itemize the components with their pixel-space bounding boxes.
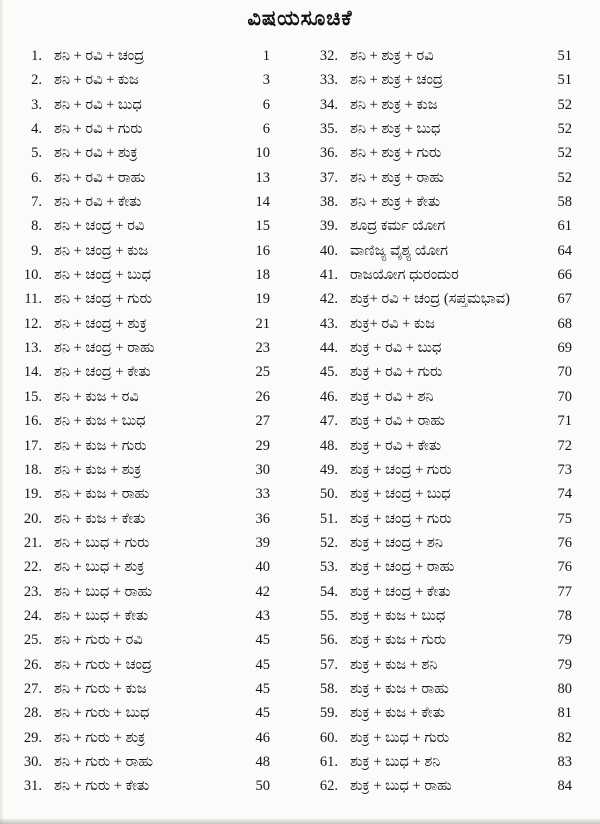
entry-number: 8. <box>31 218 42 235</box>
entry-label: ಶನಿ + ಗುರು + ಕುಜ <box>54 680 147 697</box>
entry-page: 77 <box>557 583 572 600</box>
entry-label: ಶನಿ + ಗುರು + ಚಂದ್ರ <box>54 656 152 673</box>
toc-row <box>306 360 572 384</box>
entry-number: 25. <box>23 632 42 649</box>
entry-label: ಶನಿ + ಗುರು + ಬುಧ <box>54 705 150 722</box>
entry-number: 33. <box>319 72 338 89</box>
entry-label: ಶನಿ + ಶುಕ್ರ + ರವಿ <box>350 48 434 64</box>
toc-row <box>306 336 572 360</box>
entry-label: ಶುಕ್ರ+ ರವಿ + ಕುಜ <box>350 315 435 332</box>
toc-row <box>10 409 270 433</box>
toc-row <box>10 141 270 165</box>
entry-page: 64 <box>557 242 572 259</box>
entry-number: 17. <box>23 437 42 454</box>
entry-label: ಶುಕ್ರ + ಕುಜ + ಶನಿ <box>350 656 438 673</box>
entry-page: 52 <box>557 121 572 138</box>
entry-label: ಶುಕ್ರ + ರವಿ + ರಾಹು <box>350 413 446 430</box>
entry-label: ಶುಕ್ರ + ರವಿ + ಗುರು <box>350 364 443 381</box>
entry-number: 53. <box>319 559 338 576</box>
entry-number: 50. <box>319 486 338 503</box>
toc-row <box>306 409 572 433</box>
entry-label: ಶುಕ್ರ + ಬುಧ + ರಾಹು <box>350 778 452 795</box>
entry-page: 42 <box>255 583 270 600</box>
entry-number: 28. <box>23 705 42 722</box>
entry-number: 55. <box>319 607 338 624</box>
entry-label: ರಾಜಯೋಗ ಧುರಂದುರ <box>350 267 459 284</box>
entry-label: ಶನಿ + ಚಂದ್ರ + ಶುಕ್ರ <box>54 315 147 332</box>
toc-row <box>10 44 270 68</box>
entry-number: 19. <box>23 486 42 503</box>
page-title: ವಿಷಯಸೂಚಿಕೆ <box>247 6 353 30</box>
entry-page: 45 <box>255 705 270 722</box>
entry-number: 40. <box>319 242 338 259</box>
entry-number: 61. <box>319 753 338 770</box>
entry-label: ಶನಿ + ಚಂದ್ರ + ಬುಧ <box>54 267 151 284</box>
entry-page: 1 <box>262 48 270 64</box>
entry-page: 19 <box>255 291 270 308</box>
entry-number: 43. <box>319 315 338 332</box>
entry-page: 36 <box>255 510 270 527</box>
entry-page: 45 <box>255 680 270 697</box>
entry-number: 49. <box>319 461 338 478</box>
toc-row <box>10 531 270 555</box>
entry-page: 81 <box>557 705 572 722</box>
entry-page: 67 <box>557 291 572 308</box>
entry-page: 76 <box>557 534 572 551</box>
entry-label: ಶುಕ್ರ + ಕುಜ + ರಾಹು <box>350 680 449 697</box>
entry-page: 76 <box>557 559 572 576</box>
entry-label: ಶನಿ + ರವಿ + ಬುಧ <box>54 96 142 113</box>
entry-number: 30. <box>23 753 42 770</box>
entry-label: ಶನಿ + ರವಿ + ಗುರು <box>54 121 143 138</box>
entry-label: ಶನಿ + ಶುಕ್ರ + ಕುಜ <box>350 96 438 113</box>
toc-row <box>10 701 270 725</box>
entry-number: 3. <box>31 96 42 113</box>
toc-row <box>10 385 270 409</box>
entry-label: ಶನಿ + ಶುಕ್ರ + ರಾಹು <box>350 169 445 186</box>
entry-label: ಶನಿ + ಗುರು + ಕೇತು <box>54 778 150 795</box>
entry-page: 10 <box>255 145 270 162</box>
toc-row <box>10 604 270 628</box>
toc-row <box>10 482 270 506</box>
entry-number: 31. <box>23 778 42 795</box>
toc-row <box>10 628 270 652</box>
entry-label: ಶುಕ್ರ + ಚಂದ್ರ + ಗುರು <box>350 510 452 527</box>
entry-page: 3 <box>262 72 270 89</box>
toc-row <box>306 580 572 604</box>
entry-page: 29 <box>255 437 270 454</box>
entry-number: 29. <box>23 729 42 746</box>
entry-label: ಶನಿ + ರವಿ + ಕೇತು <box>54 194 142 211</box>
entry-label: ಶನಿ + ಕುಜ + ಕೇತು <box>54 510 146 527</box>
entry-number: 6. <box>31 169 42 186</box>
entry-label: ಶನಿ + ಕುಜ + ಬುಧ <box>54 413 146 430</box>
toc-row <box>10 68 270 92</box>
entry-number: 37. <box>319 169 338 186</box>
entry-number: 62. <box>319 778 338 795</box>
toc-row <box>306 750 572 774</box>
entry-page: 66 <box>557 267 572 284</box>
entry-number: 7. <box>31 194 42 211</box>
entry-label: ಶುಕ್ರ + ಚಂದ್ರ + ಕೇತು <box>350 583 451 600</box>
toc-row <box>10 726 270 750</box>
entry-page: 13 <box>255 169 270 186</box>
entry-page: 14 <box>255 194 270 211</box>
scan-edge-bottom <box>0 818 600 824</box>
toc-row <box>10 507 270 531</box>
entry-label: ಶನಿ + ಕುಜ + ಶುಕ್ರ <box>54 461 142 478</box>
entry-label: ವಾಣಿಜ್ಯ ವೈಶ್ಯ ಯೋಗ <box>350 242 448 259</box>
entry-number: 18. <box>23 461 42 478</box>
toc-row <box>306 531 572 555</box>
entry-page: 82 <box>557 729 572 746</box>
entry-number: 41. <box>319 267 338 284</box>
entry-label: ಶನಿ + ಶುಕ್ರ + ಗುರು <box>350 145 442 162</box>
toc-row <box>10 93 270 117</box>
toc-row <box>306 44 572 68</box>
entry-label: ಶುಕ್ರ + ರವಿ + ಶನಿ <box>350 388 434 405</box>
entry-page: 72 <box>557 437 572 454</box>
entry-label: ಶುಕ್ರ + ಕುಜ + ಬುಧ <box>350 607 446 624</box>
toc-row <box>10 190 270 214</box>
entry-number: 5. <box>31 145 42 162</box>
entry-page: 68 <box>557 315 572 332</box>
entry-number: 56. <box>319 632 338 649</box>
toc-row <box>306 677 572 701</box>
entry-number: 59. <box>319 705 338 722</box>
entry-number: 44. <box>319 340 338 357</box>
toc-row <box>10 580 270 604</box>
entry-page: 46 <box>255 729 270 746</box>
entry-page: 25 <box>255 364 270 381</box>
toc-row <box>10 263 270 287</box>
entry-label: ಶುಕ್ರ + ಕುಜ + ಕೇತು <box>350 705 446 722</box>
entry-page: 23 <box>255 340 270 357</box>
entry-label: ಶನಿ + ಬುಧ + ರಾಹು <box>54 583 153 600</box>
entry-number: 14. <box>23 364 42 381</box>
entry-page: 52 <box>557 96 572 113</box>
toc-row <box>306 68 572 92</box>
entry-label: ಶನಿ + ಶುಕ್ರ + ಕೇತು <box>350 194 441 211</box>
entry-number: 45. <box>319 364 338 381</box>
entry-label: ಶುಕ್ರ + ರವಿ + ಕೇತು <box>350 437 442 454</box>
toc-row <box>306 93 572 117</box>
entry-label: ಶನಿ + ಗುರು + ರಾಹು <box>54 753 154 770</box>
entry-number: 22. <box>23 559 42 576</box>
toc-row <box>10 166 270 190</box>
entry-number: 21. <box>23 534 42 551</box>
toc-row <box>306 507 572 531</box>
entry-number: 36. <box>319 145 338 162</box>
entry-page: 15 <box>255 218 270 235</box>
entry-number: 9. <box>31 242 42 259</box>
entry-number: 20. <box>23 510 42 527</box>
entry-number: 38. <box>319 194 338 211</box>
entry-number: 1. <box>31 48 42 64</box>
entry-number: 26. <box>23 656 42 673</box>
entry-page: 78 <box>557 607 572 624</box>
entry-label: ಶನಿ + ಕುಜ + ಗುರು <box>54 437 147 454</box>
entry-number: 52. <box>319 534 338 551</box>
entry-page: 33 <box>255 486 270 503</box>
scan-edge-left <box>0 0 4 824</box>
entry-page: 21 <box>255 315 270 332</box>
entry-label: ಶನಿ + ಚಂದ್ರ + ಕೇತು <box>54 364 151 381</box>
toc-row <box>10 117 270 141</box>
entry-number: 12. <box>23 315 42 332</box>
toc-row <box>306 239 572 263</box>
entry-page: 84 <box>557 778 572 795</box>
entry-page: 45 <box>255 632 270 649</box>
toc-row <box>10 774 270 798</box>
entry-label: ಶನಿ + ರವಿ + ಚಂದ್ರ <box>54 48 145 64</box>
toc-row <box>306 434 572 458</box>
entry-label: ಶನಿ + ರವಿ + ರಾಹು <box>54 169 146 186</box>
entry-number: 32. <box>319 48 338 64</box>
entry-label: ಶನಿ + ಚಂದ್ರ + ಗುರು <box>54 291 152 308</box>
entry-number: 39. <box>319 218 338 235</box>
toc-row <box>306 482 572 506</box>
entry-page: 61 <box>557 218 572 235</box>
toc-row <box>306 458 572 482</box>
entry-label: ಶನಿ + ಬುಧ + ಗುರು <box>54 534 150 551</box>
entry-page: 45 <box>255 656 270 673</box>
entry-label: ಶನಿ + ರವಿ + ಕುಜ <box>54 72 139 89</box>
toc-row <box>306 263 572 287</box>
entry-label: ಶುಕ್ರ + ಚಂದ್ರ + ಬುಧ <box>350 486 451 503</box>
toc-row <box>10 287 270 311</box>
toc-row <box>306 287 572 311</box>
entry-label: ಶುಕ್ರ + ಕುಜ + ಗುರು <box>350 632 447 649</box>
entry-page: 58 <box>557 194 572 211</box>
entry-page: 71 <box>557 413 572 430</box>
entry-page: 75 <box>557 510 572 527</box>
toc-row <box>306 604 572 628</box>
entry-number: 27. <box>23 680 42 697</box>
entry-label: ಶುಕ್ರ + ಚಂದ್ರ + ಗುರು <box>350 461 452 478</box>
entry-page: 6 <box>262 121 270 138</box>
entry-page: 6 <box>262 96 270 113</box>
toc-row <box>306 214 572 238</box>
entry-number: 10. <box>23 267 42 284</box>
entry-page: 26 <box>255 388 270 405</box>
entry-number: 11. <box>24 291 42 308</box>
entry-page: 79 <box>557 632 572 649</box>
entry-label: ಶುಕ್ರ + ಬುಧ + ಶನಿ <box>350 753 441 770</box>
entry-page: 80 <box>557 680 572 697</box>
toc-row <box>306 117 572 141</box>
entry-label: ಶನಿ + ಕುಜ + ರಾಹು <box>54 486 150 503</box>
entry-label: ಶನಿ + ಚಂದ್ರ + ರಾಹು <box>54 340 155 357</box>
entry-page: 43 <box>255 607 270 624</box>
toc-left-column <box>10 44 270 799</box>
entry-page: 52 <box>557 169 572 186</box>
entry-number: 15. <box>23 388 42 405</box>
entry-page: 51 <box>557 72 572 89</box>
entry-page: 40 <box>255 559 270 576</box>
entry-label: ಶುಕ್ರ + ಚಂದ್ರ + ಶನಿ <box>350 534 443 551</box>
toc-row <box>306 312 572 336</box>
entry-label: ಶುಕ್ರ + ರವಿ + ಬುಧ <box>350 340 442 357</box>
toc-row <box>306 774 572 798</box>
entry-number: 2. <box>31 72 42 89</box>
entry-label: ಶನಿ + ಚಂದ್ರ + ರವಿ <box>54 218 145 235</box>
entry-number: 35. <box>319 121 338 138</box>
toc-row <box>10 336 270 360</box>
toc-row <box>10 239 270 263</box>
entry-label: ಶೂದ್ರ ಕರ್ಮ ಯೋಗ <box>350 218 446 235</box>
toc-row <box>10 555 270 579</box>
entry-number: 4. <box>31 121 42 138</box>
entry-page: 52 <box>557 145 572 162</box>
toc-row <box>306 141 572 165</box>
entry-page: 74 <box>557 486 572 503</box>
entry-label: ಶನಿ + ಗುರು + ಶುಕ್ರ <box>54 729 146 746</box>
toc-row <box>10 750 270 774</box>
entry-page: 30 <box>255 461 270 478</box>
entry-number: 24. <box>23 607 42 624</box>
entry-page: 16 <box>255 242 270 259</box>
entry-label: ಶನಿ + ಕುಜ + ರವಿ <box>54 388 139 405</box>
entry-label: ಶನಿ + ಚಂದ್ರ + ಕುಜ <box>54 242 149 259</box>
toc-right-column <box>306 44 572 799</box>
entry-page: 70 <box>557 388 572 405</box>
entry-number: 42. <box>319 291 338 308</box>
entry-number: 48. <box>319 437 338 454</box>
entry-label: ಶನಿ + ಶುಕ್ರ + ಬುಧ <box>350 121 441 138</box>
toc-row <box>10 360 270 384</box>
entry-page: 18 <box>255 267 270 284</box>
entry-label: ಶನಿ + ಗುರು + ರವಿ <box>54 632 143 649</box>
toc-row <box>10 312 270 336</box>
entry-number: 16. <box>23 413 42 430</box>
toc-row <box>10 458 270 482</box>
entry-page: 79 <box>557 656 572 673</box>
entry-page: 70 <box>557 364 572 381</box>
entry-label: ಶುಕ್ರ + ಬುಧ + ಗುರು <box>350 729 450 746</box>
entry-page: 27 <box>255 413 270 430</box>
entry-number: 51. <box>319 510 338 527</box>
entry-label: ಶುಕ್ರ+ ರವಿ + ಚಂದ್ರ (ಸಪ್ತಮಭಾವ) <box>350 291 510 308</box>
toc-row <box>306 555 572 579</box>
entry-label: ಶುಕ್ರ + ಚಂದ್ರ + ರಾಹು <box>350 559 455 576</box>
toc-row <box>306 653 572 677</box>
entry-number: 54. <box>319 583 338 600</box>
toc-row <box>10 677 270 701</box>
entry-page: 69 <box>557 340 572 357</box>
entry-label: ಶನಿ + ಬುಧ + ಕೇತು <box>54 607 149 624</box>
entry-label: ಶನಿ + ಶುಕ್ರ + ಚಂದ್ರ <box>350 72 443 89</box>
entry-number: 13. <box>23 340 42 357</box>
toc-row <box>306 190 572 214</box>
entry-number: 34. <box>319 96 338 113</box>
entry-label: ಶನಿ + ಬುಧ + ಶುಕ್ರ <box>54 559 145 576</box>
toc-row <box>10 653 270 677</box>
toc-row <box>306 726 572 750</box>
entry-label: ಶನಿ + ರವಿ + ಶುಕ್ರ <box>54 145 138 162</box>
toc-row <box>10 434 270 458</box>
toc-row <box>306 166 572 190</box>
entry-number: 47. <box>319 413 338 430</box>
entry-number: 57. <box>319 656 338 673</box>
toc-row <box>306 701 572 725</box>
entry-number: 46. <box>319 388 338 405</box>
entry-number: 58. <box>319 680 338 697</box>
entry-number: 60. <box>319 729 338 746</box>
entry-page: 83 <box>557 753 572 770</box>
toc-row <box>306 385 572 409</box>
entry-number: 23. <box>23 583 42 600</box>
entry-page: 50 <box>255 778 270 795</box>
entry-page: 39 <box>255 534 270 551</box>
entry-page: 48 <box>255 753 270 770</box>
toc-row <box>306 628 572 652</box>
entry-page: 73 <box>557 461 572 478</box>
toc-row <box>10 214 270 238</box>
entry-page: 51 <box>557 48 572 64</box>
